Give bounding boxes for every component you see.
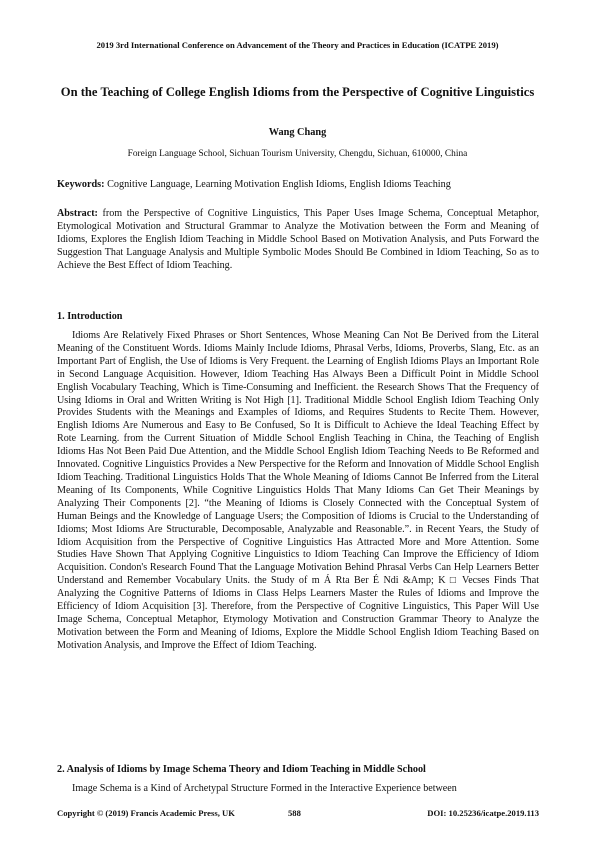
author-affiliation: Foreign Language School, Sichuan Tourism University, Chengdu, Sichuan, 610000, China [127, 149, 468, 159]
keywords-text: Cognitive Language, Learning Motivation English Idioms, English Idioms Teaching [104, 179, 451, 190]
section-heading-introduction: 1. Introduction [57, 311, 123, 322]
keywords-label: Keywords: [57, 179, 105, 190]
footer-page-number: 588 [288, 808, 301, 818]
section-2-paragraph: Image Schema is a Kind of Archetypal Structure Formed in the Interactive Experience between [72, 783, 457, 794]
conference-header: 2019 3rd International Conference on Advancement of the Theory and Practices in Education (ICATPE 2019) [96, 40, 499, 50]
footer-doi: DOI: 10.25236/icatpe.2019.113 [427, 808, 539, 818]
page-footer [57, 808, 539, 822]
introduction-paragraph: Idioms Are Relatively Fixed Phrases or Short Sentences, Whose Meaning Can Not Be Derived from the Literal Meaning of the Constituent Words. Idioms Mainly Include Idioms, Phrasal Verbs, Idioms, Proverbs, Slang, Etc. as an Important Part of English, the Use of Idioms is Very Frequent. the Learning of English Idioms Plays an Important Role in Second Language Acquisition. However, Idiom Teaching Has Always Been a Difficult Point in Middle School English Vocabulary Teaching, Which is Time-Consuming and Inefficient. the Research Shows That the Frequency of Using Idioms in Oral and Written Writing is Not High [1]. Traditional Middle School English Idiom Teaching Only Provides Students with the Meanings and Examples of Idioms, and Requires Students to Recite Them. However, English Idioms Are Numerous and Easy to Be Confused, So It is Difficult to Achieve the Ideal Teaching Effect by Rote Learning. from the Current Situation of Middle School English Teaching in China, the Teaching of English Idioms Has Not Been Paid Due Attention, and the Middle School English Idiom Teaching Needs to Be Reformed and Innovated. Cognitive Linguistics Provides a New Perspective for the Reform and Innovation of Middle School English Idiom Teaching. Traditional Linguistics Holds That the Whole Meaning of Idioms Cannot Be Inferred from the Literal Meaning of Its Components, While Cognitive Linguistics Holds That Many Idioms Can Get Their Meanings by Analyzing Their Components [2]. “the Meaning of Idioms is Closely Connected with the Conceptual System of Human Beings and the Knowledge of Language Users; the Composition of Idioms is Crucial to the Understanding of Idioms; Most Idioms Are Structurable, Decomposable, Analyzable and Reasonable.”. in Recent Years, the Study of Idiom Acquisition from the Perspective of Cognitive Linguistics Has Attracted More and More Attention. Some Studies Have Shown That Applying Cognitive Linguistics to Idiom Teaching Can Improve the Efficiency of Idiom Acquisition. Condon's Research Found That the Language Motivation Behind Phrasal Verbs Can Help Learners Better Understand and Remember Vocabulary Units. the Study of m Á Rta Ber É Ndi &Amp; K □ Vecses Finds That Analyzing the Cognitive Patterns of Idioms in Class Helps Learners Master the Rules of Idioms and Improve the Efficiency of Idiom Acquisition [3]. Therefore, from the Perspective of Cognitive Linguistics, This Paper Will Use Image Schema, Conceptual Metaphor, Etymology Motivation and Construction Grammar Theory to Analyze the Motivation between the Form and Meaning of Idioms, Explore the Middle School English Idiom Teaching Based on Motivation Analysis, and Improve the Effect of Idiom Teaching. [57, 330, 539, 651]
keywords-block [57, 179, 539, 190]
section-heading-image-schema: 2. Analysis of Idioms by Image Schema Theory and Idiom Teaching in Middle School [57, 764, 426, 775]
abstract-text: from the Perspective of Cognitive Linguistics, This Paper Uses Image Schema, Conceptual Metaphor, Etymological Motivation and Structural Grammar to Analyze the Motivation between the Form and Meaning of Idioms, Explores the English Idiom Teaching in Middle School Based on Motivation Analysis, and Puts Forward the Suggestion That Language Analysis and Multiple Symbolic Modes Should Be Combined in Idiom Teaching, So as to Achieve the Best Effect of Idiom Teaching. [57, 208, 539, 271]
abstract-block [57, 208, 539, 273]
footer-copyright: Copyright © (2019) Francis Academic Press, UK [57, 808, 235, 818]
paper-title: On the Teaching of College English Idioms from the Perspective of Cognitive Linguistics [60, 85, 535, 99]
abstract-label: Abstract: [57, 208, 98, 219]
author-name: Wang Chang [268, 127, 327, 138]
